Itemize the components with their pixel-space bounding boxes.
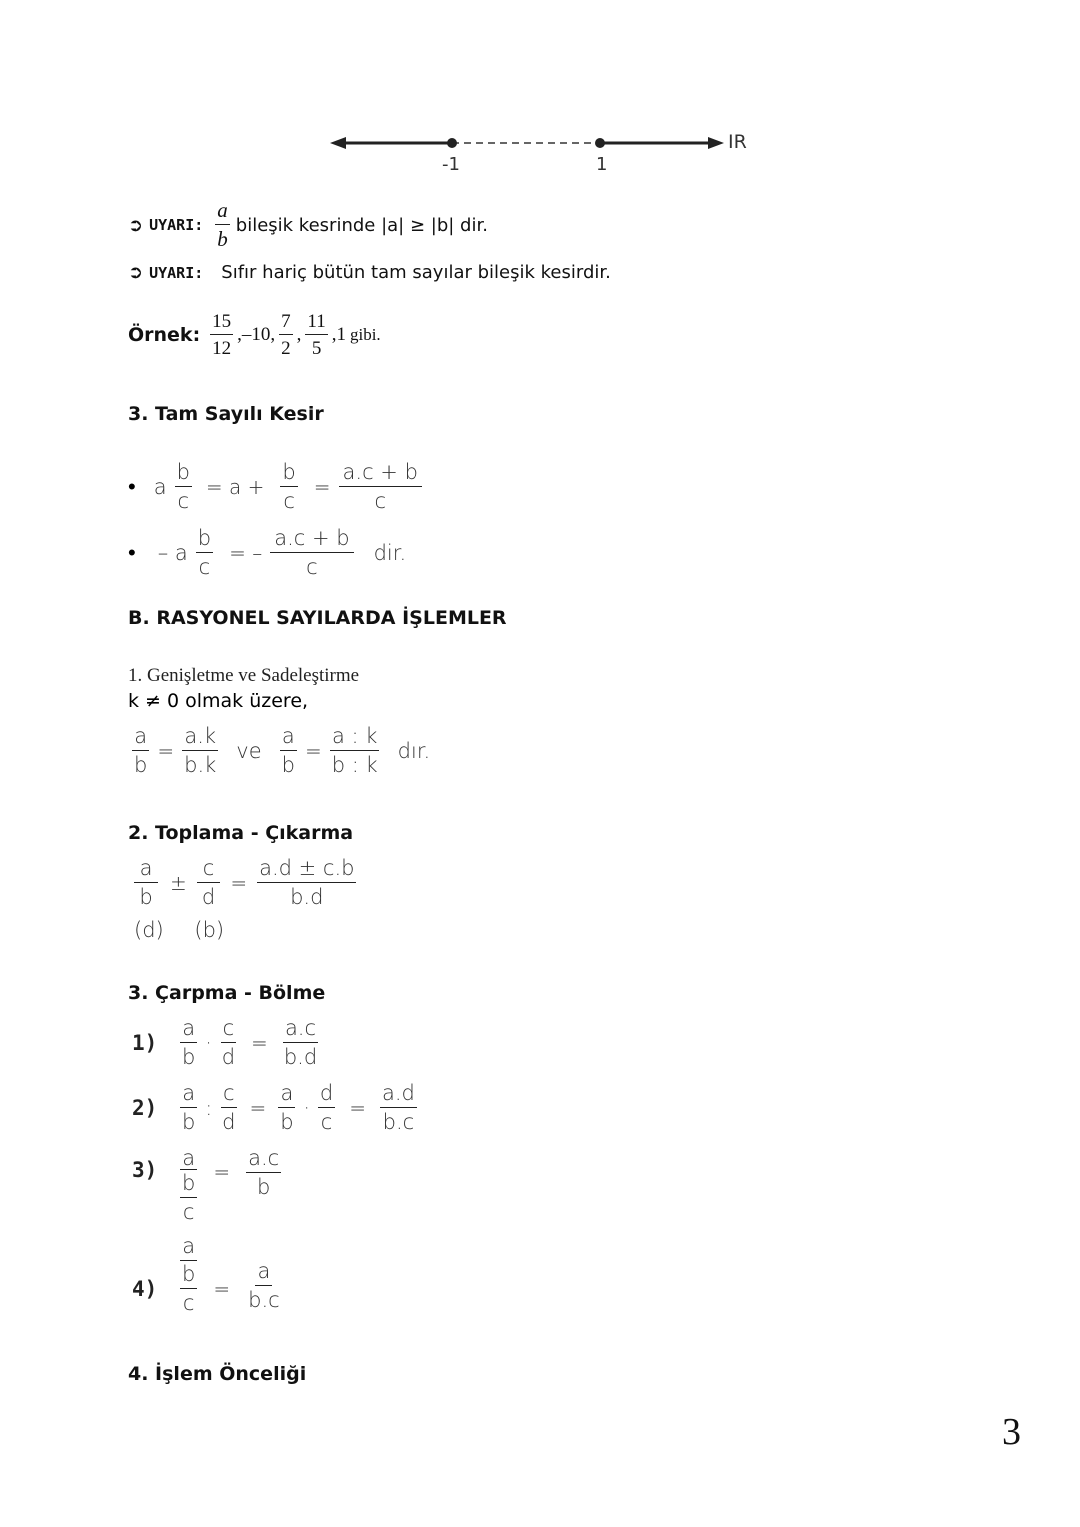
subsection-title-genisletme: 1. Genişletme ve Sadeleştirme [128,665,360,686]
arrow-icon: ➲ [128,214,144,236]
item-label: 4) [132,1277,158,1301]
warning-text: Sıfır hariç bütün tam sayılar bileşik kesirdir. [221,262,611,283]
item-label: 1) [132,1031,158,1055]
fraction-a-over-b: $\frac{a}{b}$ [280,1081,294,1134]
fraction-ac-over-b: $\frac{a.c}{b}$ [248,1146,280,1199]
fraction-ac-over-bd: $\frac{a.c}{b.d}$ [283,1016,318,1069]
warning-label: UYARI: [149,216,204,234]
fraction-a-over-b-over-c: a b c [182,1146,196,1224]
fraction-b-over-c: $\frac{b}{c}$ [176,460,190,513]
fraction-c-over-d: $\frac{c}{d}$ [197,858,221,908]
point-minus-one [447,138,457,148]
subsection-title-toplama: 2. Toplama - Çıkarma [128,822,354,844]
fraction-7-2: $\frac{7}{2}$ [281,311,291,359]
number-line [320,120,780,180]
fraction-a-div-k-over-b-div-k: $\frac{a : k}{b : k}$ [331,724,378,777]
formula-multiply: 1) $\frac{a}{b}$ · $\frac{c}{d}$ = $\frac{a.c}{b.d}$ [132,1016,318,1069]
subsection-title-islem-onceligi: 4. İşlem Önceliği [128,1363,307,1385]
warning-label: UYARI: [149,263,204,282]
formula-divide: 2) $\frac{a}{b}$ : $\frac{c}{d}$ = $\frac{a}{b}$ · $\frac{d}{c}$ = $\frac{a.d}{b.c}$ [132,1081,415,1134]
fraction-ac-plus-b-over-c: $\frac{a.c + b}{c}$ [339,462,422,512]
number-line-graphic [320,120,780,180]
warning-text: bileşik kesrinde |a| ≥ |b| dir. [235,214,488,236]
formula-mixed-negative: • – a $\frac{b}{c}$ = – $\frac{a.c + b}{c}$ dir. [128,526,407,579]
fraction-ad-pm-cb-over-bd: $\frac{a.d \pm c.b}{b.d}$ [259,856,355,909]
fraction-c-over-d: $\frac{c}{d}$ [221,1016,236,1069]
condition-k-nonzero: k ≠ 0 olmak üzere, [128,690,309,712]
example-comma: , [296,324,302,345]
fraction-a-over-b: $\frac{a}{b}$ [217,198,228,251]
example-label: Örnek: [128,324,201,346]
formula-expand-simplify: $\frac{a}{b}$ = $\frac{a.k}{b.k}$ ve $\frac{a}{b}$ = $\frac{a : k}{b : k}$ dır. [134,724,431,777]
bullet: • [128,541,136,566]
formula-complex-numerator: 3) a b c = $\frac{a.c}{b}$ [132,1146,280,1224]
warning-2 [128,262,611,283]
example-tail: gibi. [349,325,381,344]
fraction-a-over-b-over-c: a b c [182,1234,196,1315]
fraction-a-over-b: $\frac{a}{b}$ [134,724,148,777]
right-arrow-icon [708,137,724,149]
fraction-ad-over-bc: $\frac{a.d}{b.c}$ [382,1081,415,1134]
example-one: ,1 [331,324,346,345]
formula-complex-denominator: 4) a b c = $\frac{a}{b.c}$ [132,1234,280,1315]
fraction-a-over-b: $\frac{a}{b}$ [132,858,160,908]
subsection-title-carpma: 3. Çarpma - Bölme [128,982,326,1004]
fraction-d-over-c: $\frac{d}{c}$ [319,1081,334,1134]
example-mid: ,–10, [237,324,276,345]
fraction-15-12: $\frac{15}{12}$ [212,311,232,359]
fraction-ac-plus-b-over-c: $\frac{a.c + b}{c}$ [270,528,353,578]
formula-add-subtract: $\frac{a}{b}$ ± $\frac{c}{d}$ = $\frac{a.d \pm c.b}{b.d}$ [132,858,356,908]
fraction-ak-over-bk: $\frac{a.k}{b.k}$ [184,724,217,777]
section-title-rasyonel-islemler: B. RASYONEL SAYILARDA İŞLEMLER [128,607,507,629]
fraction-a-over-b: $\frac{a}{b}$ [182,1081,196,1134]
warning-1 [128,200,488,250]
point-one [595,138,605,148]
section-title-tam-sayili-kesir: 3. Tam Sayılı Kesir [128,403,324,425]
formula-mixed-positive: • a $\frac{b}{c}$ = a + $\frac{b}{c}$ = $\frac{a.c + b}{c}$ [128,462,422,512]
arrow-icon: ➲ [128,262,144,283]
item-label: 2) [132,1096,158,1120]
example [128,312,381,358]
label-one: 1 [596,154,608,175]
fraction-c-over-d: $\frac{c}{d}$ [222,1081,236,1134]
fraction-a-over-bc: $\frac{a}{b.c}$ [248,1259,280,1312]
fraction-b-over-c: $\frac{b}{c}$ [197,526,212,579]
label-minus-one: -1 [442,154,460,175]
expansion-multipliers: (d) (b) [134,918,225,942]
page-number: 3 [1002,1411,1021,1453]
fraction-a-over-b: $\frac{a}{b}$ [281,724,295,777]
fraction-a-over-b: $\frac{a}{b}$ [182,1016,196,1069]
fraction-11-5: $\frac{11}{5}$ [307,311,326,359]
fraction-b-over-c: $\frac{b}{c}$ [282,460,296,513]
bullet: • [128,475,136,500]
label-real-set: IR [728,131,747,153]
item-label: 3) [132,1158,158,1182]
